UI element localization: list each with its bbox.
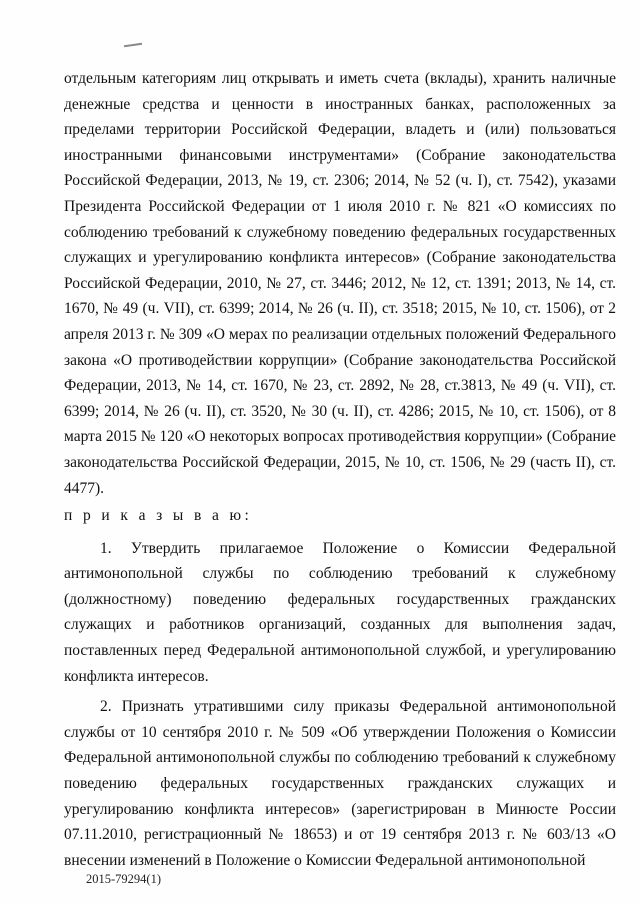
preamble-paragraph: отдельным категориям лиц открывать и иметь счета (вклады), хранить наличные денежные средства и ценности в иностранных банках, расположенных за пределами территории Российской Федерации, владеть и (или) пользоваться иностранными финансовыми инструментами» (Собрание законодательства Российской Федерации, 2013, № 19, ст. 2306; 2014, № 52 (ч. I), ст. 7542), указами Президента Российской Федерации от 1 июля 2010 г. № 821 «О комиссиях по соблюдению требований к служебному поведению федеральных государственных служащих и урегулированию конфликта интересов» (Собрание законодательства Российской Федерации, 2010, № 27, ст. 3446; 2012, № 12, ст. 1391; 2013, № 14, ст. 1670, № 49 (ч. VII), ст. 6399; 2014, № 26 (ч. II), ст. 3518; 2015, № 10, ст. 1506), от 2 апреля 2013 г. № 309 «О мерах по реализации отдельных положений Федерального закона «О противодействии коррупции» (Собрание законодательства Российской Федерации, 2013, № 14, ст. 1670, № 23, ст. 2892, № 28, ст.3813, № 49 (ч. VII), ст. 6399; 2014, № 26 (ч. II), ст. 3520, № 30 (ч. II), ст. 4286; 2015, № 10, ст. 1506), от 8 марта 2015 № 120 «О некоторых вопросах противодействия коррупции» (Собрание законодательства Российской Федерации, 2015, № 10, ст. 1506, № 29 (часть II), ст. 4477). — [64, 70, 616, 497]
order-word: п р и к а з ы в а ю: — [64, 507, 253, 525]
document-body — [64, 66, 616, 873]
document-registration-code: 2015-79294(1) — [86, 872, 161, 886]
order-item-2: 2. Признать утратившими силу приказы Федеральной антимонопольной службы от 10 сентября 2010 г. № 509 «Об утверждении Положения о Комиссии Федеральной антимонопольной службы по соблюдению требований к служебному поведению федеральных государственных гражданских служащих и урегулированию конфликта интересов» (зарегистрирован в Минюсте России 07.11.2010, регистрационный № 18653) и от 19 сентября 2013 г. № 603/13 «О внесении изменений в Положение о Комиссии Федеральной антимонопольной — [64, 698, 616, 869]
order-item-1: 1. Утвердить прилагаемое Положение о Комиссии Федеральной антимонопольной службы по соблюдению требований к служебному (должностному) поведению федеральных государственных гражданских служащих и работников организаций, созданных для выполнения задач, поставленных перед Федеральной антимонопольной службой, и урегулированию конфликта интересов. — [64, 539, 616, 685]
scan-artifact-mark — [124, 43, 142, 47]
